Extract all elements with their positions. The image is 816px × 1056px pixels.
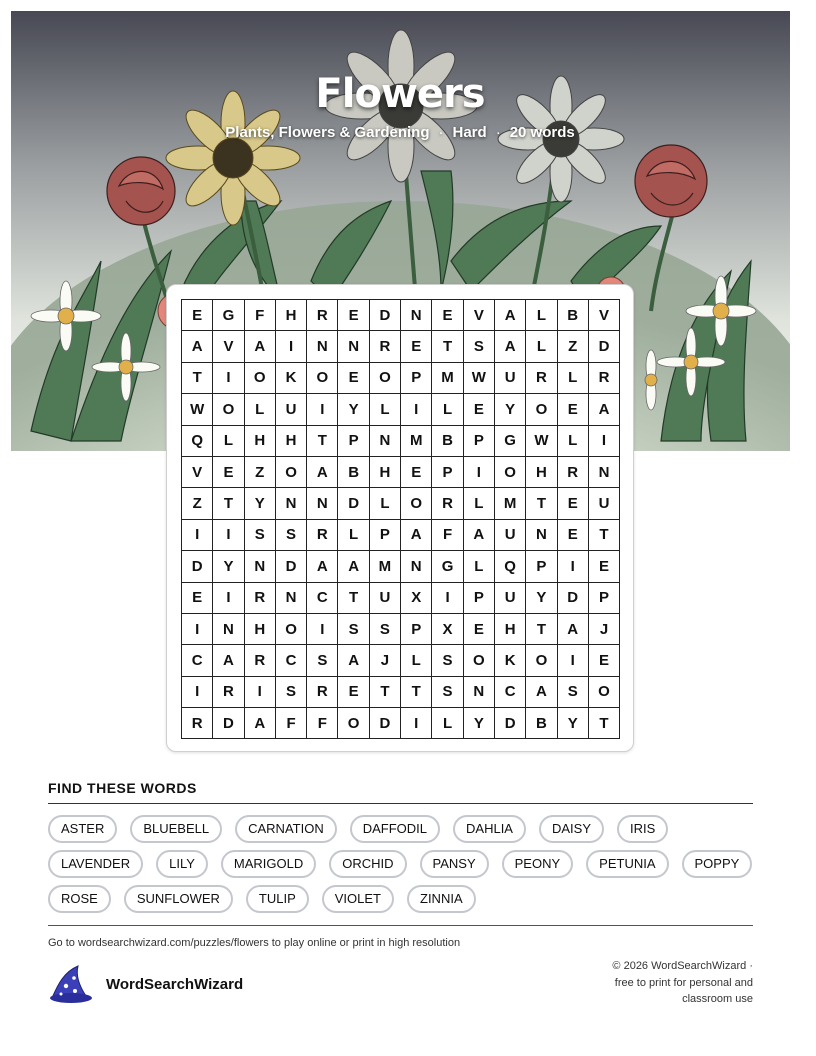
grid-cell: C [495, 677, 526, 708]
grid-cell: W [526, 426, 557, 457]
letter-grid [181, 299, 620, 739]
grid-cell: W [182, 394, 213, 425]
grid-cell: U [370, 583, 401, 614]
grid-cell: R [182, 708, 213, 739]
grid-cell: U [495, 583, 526, 614]
word-chip: PETUNIA [586, 850, 668, 878]
grid-cell: N [370, 426, 401, 457]
grid-cell: B [338, 457, 369, 488]
grid-cell: R [370, 331, 401, 362]
grid-cell: Y [213, 551, 244, 582]
grid-cell: R [589, 363, 620, 394]
grid-cell: C [307, 583, 338, 614]
grid-cell: B [432, 426, 463, 457]
grid-cell: P [338, 426, 369, 457]
word-count-label: 20 words [509, 124, 575, 141]
grid-cell: A [495, 300, 526, 331]
grid-cell: R [432, 488, 463, 519]
grid-cell: T [338, 583, 369, 614]
grid-cell: G [432, 551, 463, 582]
difficulty-label: Hard [452, 124, 487, 141]
grid-cell: D [276, 551, 307, 582]
grid-cell: E [338, 363, 369, 394]
grid-cell: Q [495, 551, 526, 582]
word-chip: SUNFLOWER [124, 885, 233, 913]
grid-cell: R [558, 457, 589, 488]
grid-cell: F [307, 708, 338, 739]
grid-cell: R [307, 300, 338, 331]
grid-cell: T [589, 708, 620, 739]
grid-cell: E [558, 520, 589, 551]
word-chip: POPPY [682, 850, 753, 878]
grid-cell: L [338, 520, 369, 551]
grid-cell: I [401, 708, 432, 739]
grid-cell: N [464, 677, 495, 708]
grid-cell: V [213, 331, 244, 362]
grid-cell: H [526, 457, 557, 488]
grid-cell: T [401, 677, 432, 708]
grid-cell: O [464, 645, 495, 676]
footer-note: Go to wordsearchwizard.com/puzzles/flowers to play online or print in high resolution [48, 937, 461, 949]
word-chip: TULIP [246, 885, 309, 913]
grid-cell: S [432, 645, 463, 676]
grid-cell: Y [464, 708, 495, 739]
grid-cell: E [338, 677, 369, 708]
word-chip: DAISY [539, 815, 604, 843]
grid-cell: D [589, 331, 620, 362]
grid-cell: P [464, 426, 495, 457]
grid-cell: O [495, 457, 526, 488]
grid-cell: O [589, 677, 620, 708]
grid-cell: E [213, 457, 244, 488]
grid-cell: G [495, 426, 526, 457]
grid-cell: C [182, 645, 213, 676]
grid-cell: A [464, 520, 495, 551]
grid-cell: V [182, 457, 213, 488]
grid-cell: O [276, 457, 307, 488]
grid-cell: Y [526, 583, 557, 614]
grid-cell: I [213, 363, 244, 394]
grid-cell: S [276, 677, 307, 708]
grid-cell: B [526, 708, 557, 739]
grid-cell: H [276, 426, 307, 457]
grid-cell: P [464, 583, 495, 614]
grid-cell: L [558, 426, 589, 457]
grid-cell: S [558, 677, 589, 708]
grid-cell: D [495, 708, 526, 739]
grid-cell: V [589, 300, 620, 331]
word-chip: ASTER [48, 815, 117, 843]
grid-cell: L [245, 394, 276, 425]
puzzle-meta [0, 124, 800, 141]
grid-cell: R [307, 520, 338, 551]
grid-cell: Y [558, 708, 589, 739]
grid-cell: A [307, 457, 338, 488]
grid-cell: I [558, 551, 589, 582]
grid-cell: A [213, 645, 244, 676]
grid-cell: R [245, 645, 276, 676]
grid-cell: L [370, 488, 401, 519]
grid-cell: P [370, 520, 401, 551]
grid-cell: F [276, 708, 307, 739]
grid-cell: E [558, 488, 589, 519]
grid-cell: A [182, 331, 213, 362]
grid-cell: A [558, 614, 589, 645]
grid-cell: A [589, 394, 620, 425]
grid-cell: I [589, 426, 620, 457]
grid-cell: H [495, 614, 526, 645]
grid-cell: T [432, 331, 463, 362]
grid-cell: I [182, 614, 213, 645]
grid-cell: M [432, 363, 463, 394]
page-title: Flowers [315, 71, 485, 117]
grid-cell: Q [182, 426, 213, 457]
grid-cell: T [213, 488, 244, 519]
word-chip: DAFFODIL [350, 815, 440, 843]
grid-cell: I [432, 583, 463, 614]
grid-cell: E [589, 645, 620, 676]
word-chip: MARIGOLD [221, 850, 316, 878]
grid-cell: H [245, 614, 276, 645]
grid-cell: K [276, 363, 307, 394]
grid-cell: B [558, 300, 589, 331]
rose-left [107, 157, 175, 225]
grid-cell: D [558, 583, 589, 614]
grid-cell: L [432, 708, 463, 739]
grid-cell: T [182, 363, 213, 394]
grid-cell: L [558, 363, 589, 394]
grid-cell: I [245, 677, 276, 708]
grid-cell: I [307, 394, 338, 425]
grid-cell: P [401, 363, 432, 394]
word-chip: ZINNIA [407, 885, 476, 913]
grid-cell: L [370, 394, 401, 425]
grid-cell: I [213, 583, 244, 614]
grid-cell: N [276, 488, 307, 519]
grid-cell: L [464, 551, 495, 582]
grid-cell: S [276, 520, 307, 551]
grid-cell: N [401, 551, 432, 582]
grid-cell: E [401, 457, 432, 488]
grid-cell: X [401, 583, 432, 614]
wizard-hat-icon [48, 964, 94, 1004]
grid-cell: N [245, 551, 276, 582]
word-chip: LAVENDER [48, 850, 143, 878]
grid-cell: P [526, 551, 557, 582]
footer-divider [48, 925, 753, 926]
grid-cell: N [307, 488, 338, 519]
word-chip: PEONY [502, 850, 574, 878]
grid-cell: S [370, 614, 401, 645]
grid-cell: U [589, 488, 620, 519]
grid-cell: N [526, 520, 557, 551]
grid-cell: E [401, 331, 432, 362]
grid-cell: L [432, 394, 463, 425]
grid-cell: Z [245, 457, 276, 488]
word-chip: DAHLIA [453, 815, 526, 843]
grid-cell: O [401, 488, 432, 519]
grid-cell: T [526, 488, 557, 519]
grid-cell: T [589, 520, 620, 551]
grid-cell: J [589, 614, 620, 645]
category-label: Plants, Flowers & Gardening [225, 124, 430, 141]
grid-cell: S [338, 614, 369, 645]
grid-cell: F [432, 520, 463, 551]
grid-cell: A [245, 708, 276, 739]
grid-cell: I [558, 645, 589, 676]
grid-cell: M [401, 426, 432, 457]
grid-cell: O [245, 363, 276, 394]
grid-cell: I [401, 394, 432, 425]
grid-cell: A [338, 645, 369, 676]
copyright-note: © 2026 WordSearchWizard · free to print for personal and classroom use [612, 960, 753, 1005]
grid-cell: L [464, 488, 495, 519]
grid-cell: J [370, 645, 401, 676]
grid-cell: E [589, 551, 620, 582]
grid-cell: H [370, 457, 401, 488]
grid-cell: U [495, 520, 526, 551]
puzzle-card [166, 284, 634, 752]
grid-cell: K [495, 645, 526, 676]
grid-cell: E [182, 300, 213, 331]
word-chip: PANSY [420, 850, 489, 878]
word-list [48, 811, 753, 913]
grid-cell: H [245, 426, 276, 457]
grid-cell: S [245, 520, 276, 551]
grid-cell: X [432, 614, 463, 645]
grid-cell: N [401, 300, 432, 331]
grid-cell: I [182, 520, 213, 551]
grid-cell: D [370, 300, 401, 331]
grid-cell: E [464, 614, 495, 645]
grid-cell: N [307, 331, 338, 362]
grid-cell: U [495, 363, 526, 394]
word-chip: ROSE [48, 885, 111, 913]
grid-cell: Z [558, 331, 589, 362]
grid-cell: L [401, 645, 432, 676]
grid-cell: L [213, 426, 244, 457]
grid-cell: F [245, 300, 276, 331]
grid-cell: D [182, 551, 213, 582]
grid-cell: D [338, 488, 369, 519]
grid-cell: Y [495, 394, 526, 425]
grid-cell: Y [338, 394, 369, 425]
grid-cell: L [526, 300, 557, 331]
grid-cell: R [526, 363, 557, 394]
grid-cell: T [370, 677, 401, 708]
word-chip: IRIS [617, 815, 668, 843]
grid-cell: G [213, 300, 244, 331]
grid-cell: O [370, 363, 401, 394]
grid-cell: T [307, 426, 338, 457]
word-chip: ORCHID [329, 850, 406, 878]
grid-cell: I [307, 614, 338, 645]
word-list-section [48, 780, 753, 913]
brand [48, 964, 243, 1004]
grid-cell: W [464, 363, 495, 394]
grid-cell: N [338, 331, 369, 362]
grid-cell: I [182, 677, 213, 708]
grid-cell: D [370, 708, 401, 739]
grid-cell: O [526, 645, 557, 676]
grid-cell: P [432, 457, 463, 488]
grid-cell: N [589, 457, 620, 488]
grid-cell: A [401, 520, 432, 551]
grid-cell: A [526, 677, 557, 708]
grid-cell: S [307, 645, 338, 676]
word-chip: CARNATION [235, 815, 337, 843]
grid-cell: C [276, 645, 307, 676]
grid-cell: A [245, 331, 276, 362]
grid-cell: V [464, 300, 495, 331]
grid-cell: O [526, 394, 557, 425]
grid-cell: H [276, 300, 307, 331]
grid-cell: A [495, 331, 526, 362]
grid-cell: M [495, 488, 526, 519]
grid-cell: U [276, 394, 307, 425]
grid-cell: E [338, 300, 369, 331]
grid-cell: R [307, 677, 338, 708]
grid-cell: E [432, 300, 463, 331]
grid-cell: P [589, 583, 620, 614]
word-chip: BLUEBELL [130, 815, 222, 843]
grid-cell: O [307, 363, 338, 394]
word-list-heading: FIND THESE WORDS [48, 780, 753, 804]
meta-separator: · [495, 124, 501, 141]
word-chip: VIOLET [322, 885, 394, 913]
grid-cell: O [276, 614, 307, 645]
brand-name: WordSearchWizard [106, 975, 244, 993]
grid-cell: E [182, 583, 213, 614]
grid-cell: N [213, 614, 244, 645]
grid-cell: R [213, 677, 244, 708]
grid-cell: A [307, 551, 338, 582]
grid-cell: R [245, 583, 276, 614]
grid-cell: M [370, 551, 401, 582]
grid-cell: E [464, 394, 495, 425]
grid-cell: S [464, 331, 495, 362]
word-chip: LILY [156, 850, 208, 878]
rose-right [635, 145, 707, 217]
grid-cell: Z [182, 488, 213, 519]
grid-cell: O [338, 708, 369, 739]
grid-cell: L [526, 331, 557, 362]
grid-cell: A [338, 551, 369, 582]
grid-cell: S [432, 677, 463, 708]
grid-cell: Y [245, 488, 276, 519]
grid-cell: I [213, 520, 244, 551]
title-block [0, 70, 800, 141]
grid-cell: O [213, 394, 244, 425]
grid-cell: P [401, 614, 432, 645]
grid-cell: I [276, 331, 307, 362]
grid-cell: D [213, 708, 244, 739]
grid-cell: T [526, 614, 557, 645]
grid-cell: N [276, 583, 307, 614]
grid-cell: I [464, 457, 495, 488]
grid-cell: E [558, 394, 589, 425]
meta-separator: · [438, 124, 444, 141]
